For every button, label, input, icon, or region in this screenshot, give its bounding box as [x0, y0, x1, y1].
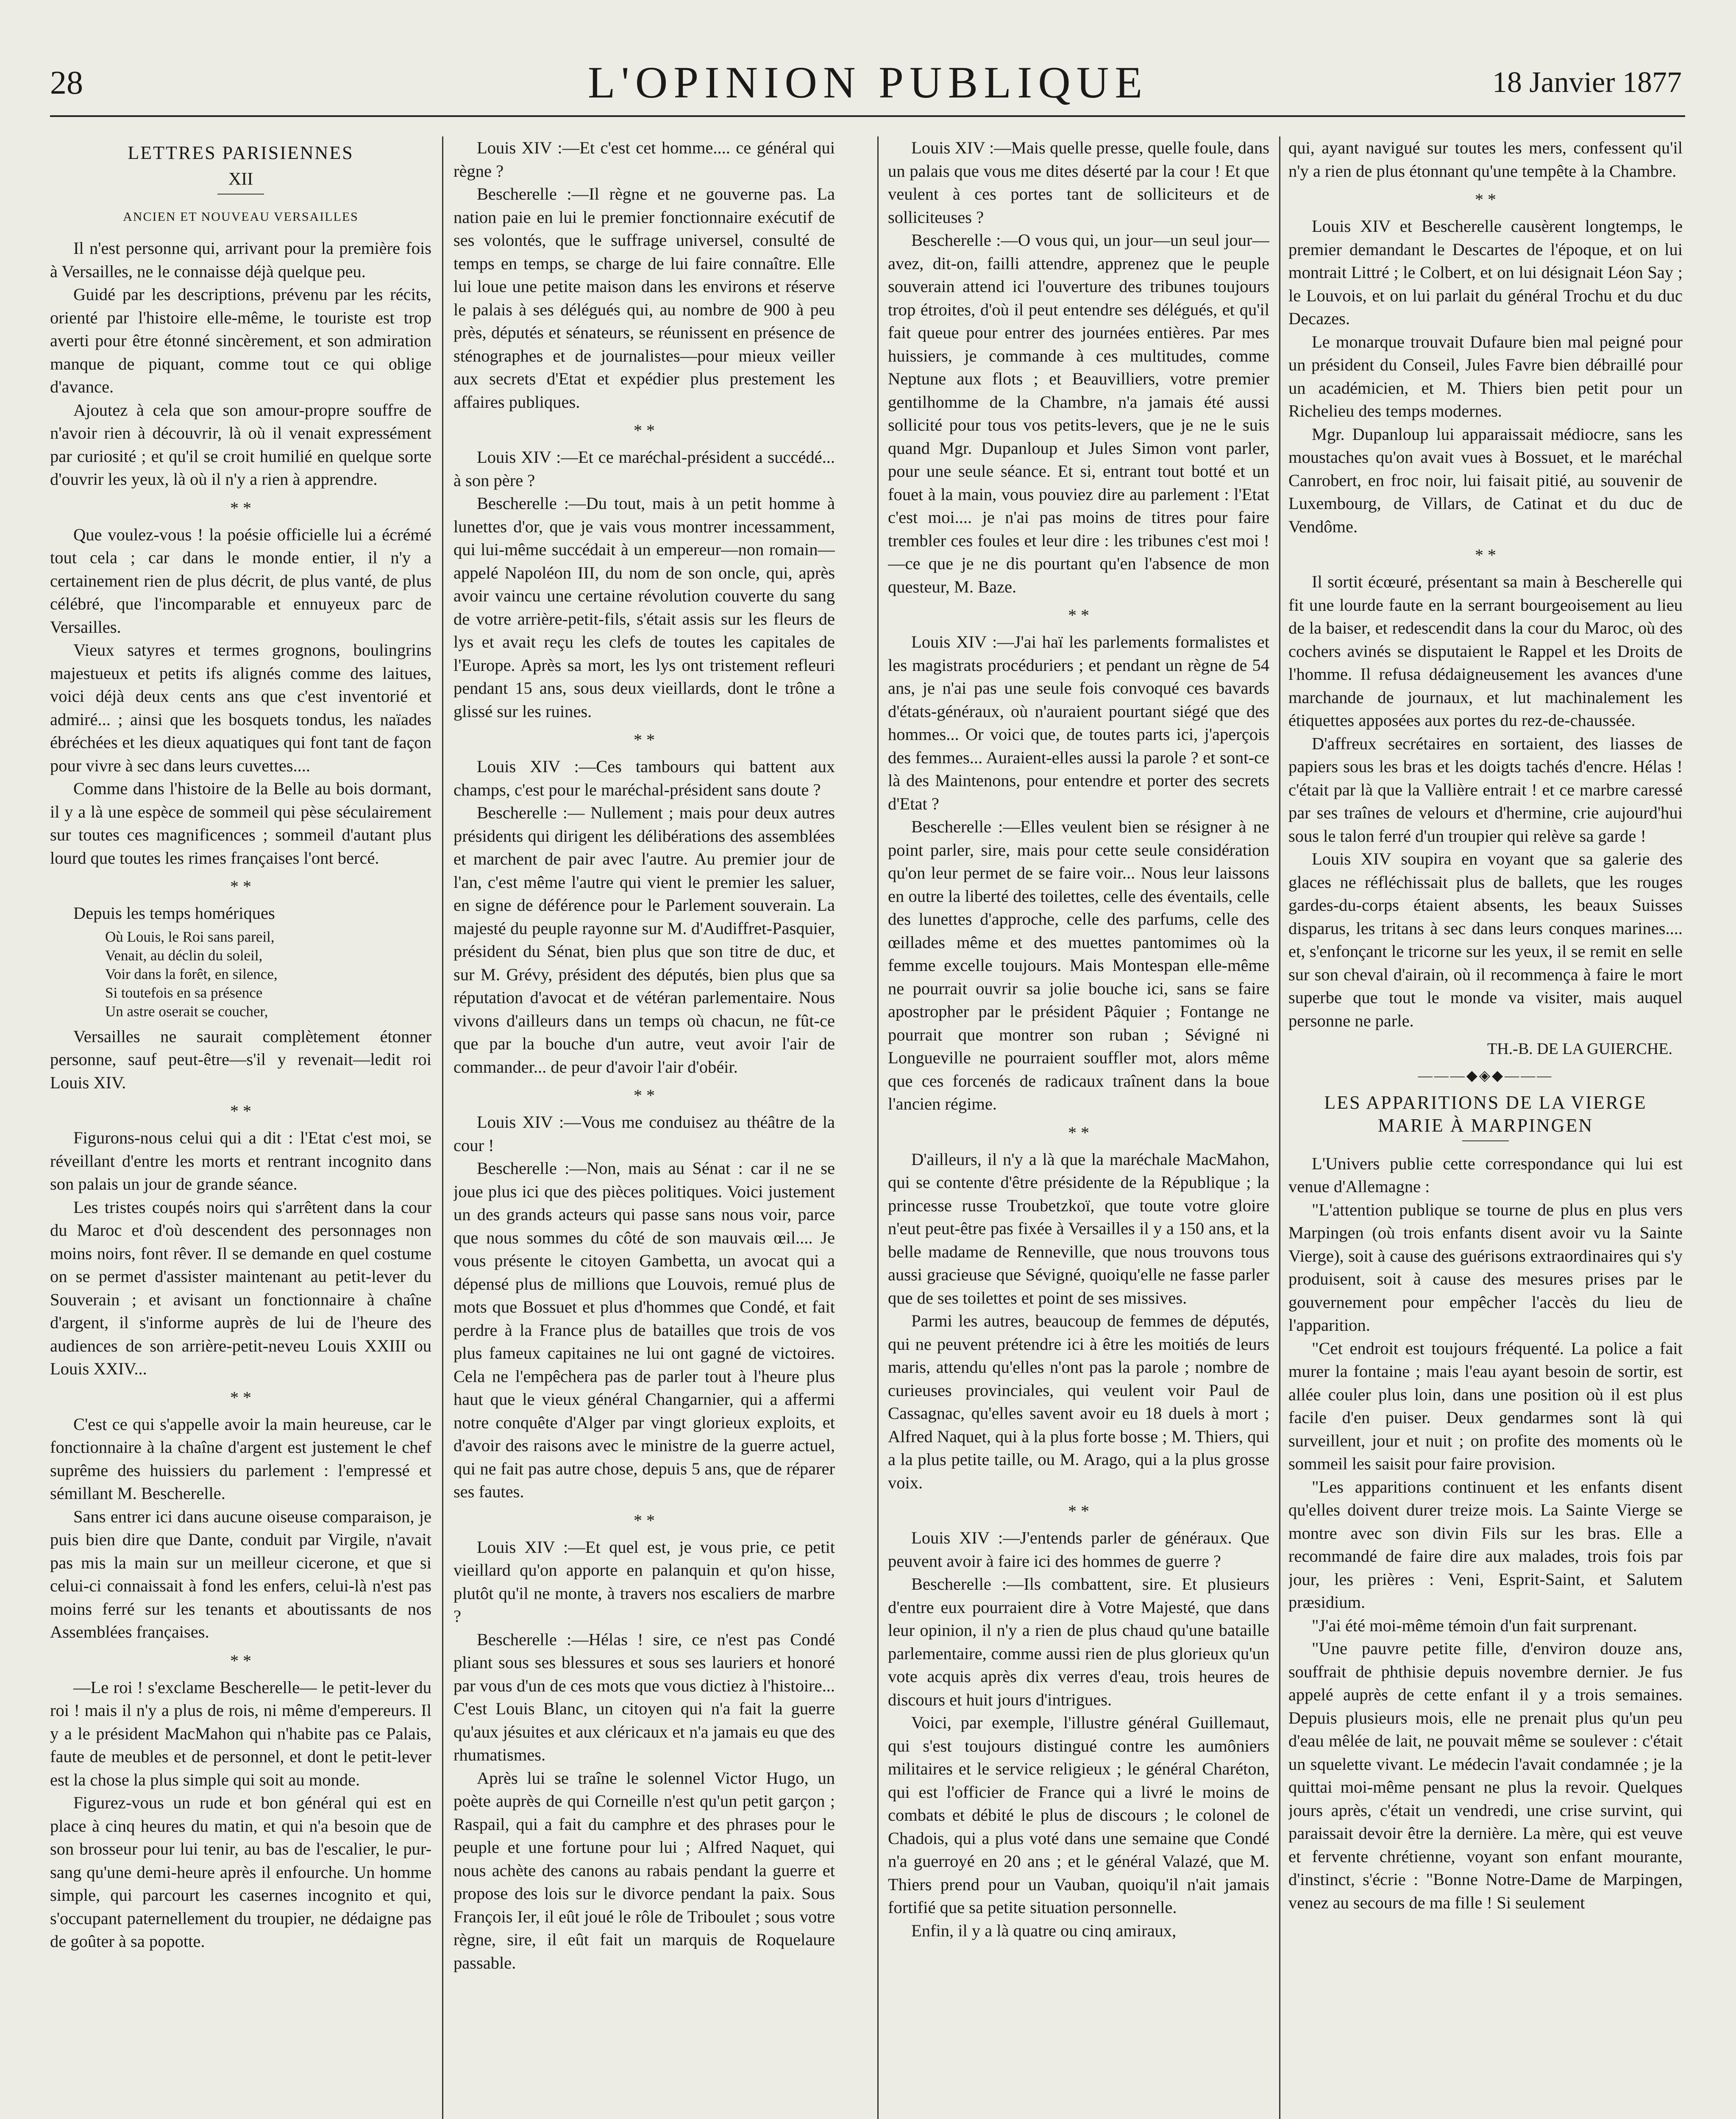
paragraph: Louis XIV :—Vous me conduisez au théâtre de la cour ! — [453, 1112, 835, 1155]
paragraph: Bescherelle :—Elles veulent bien se résigner à ne point parler, sire, mais pour cette seule considération qu'on leur permet de se faire voir... Nous leur laissons en outre la liberté des toilettes, celle des éventails, celle des lunettes d'approche, celle des parfums, celle des œillades même et des muettes pantomimes où la femme excelle toujours. Mais Montespan elle-même ne pourrait ouvrir sa jolie bouche ici, sans se faire apostropher par le président Pâquier ; Fontange ne pourrait que montrer son ruban ; Sévigné ni Longueville ne pourraient souffler mot, alors même que ces forcenés de radicaux traînent dans la boue l'ancien régime. — [888, 817, 1269, 1113]
paragraph: Que voulez-vous ! la poésie officielle lui a écrémé tout cela ; car dans le monde entier, il n'y a certainement rien de plus décrit, de plus vanté, de plus célébré, que l'incomparable et ennuyeux parc de Versailles. — [50, 525, 431, 637]
column-divider — [877, 136, 879, 2119]
paragraph: "Cet endroit est toujours fréquenté. La police a fait murer la fontaine ; mais l'eau ayant besoin de sortir, est allée couler plus loin, dans une position où il est plus facile d'en puiser. Deux gendarmes sont là qui surveillent, jour et nuit ; on profite des moments où le sommeil les saisit pour faire provision. — [1288, 1338, 1683, 1473]
paragraph: Guidé par les descriptions, prévenu par les récits, orienté par l'histoire elle-même, le touriste est trop averti pour être étonné sincèrement, et son admiration manque de piquant, comme tout ce qui oblige d'avance. — [50, 285, 431, 396]
paragraph: Louis XIV :—J'ai haï les parlements formalistes et les magistrats procéduriers ; et pendant un règne de 54 ans, je n'ai pas une seule fois convoqué ces bavards d'états-généraux, où n'auraient pourtant siégé que des hommes... Or voici que, de toutes parts ici, j'aperçois des femmes... Auraient-elles aussi la parole ? et sont-ce là des Maintenons, pour entendre et porter des secrets d'Etat ? — [888, 632, 1269, 813]
verse-line: Un astre oserait se coucher, — [105, 1003, 268, 1020]
paragraph: Il sortit écœuré, présentant sa main à Bescherelle qui fit une lourde faute en la serrant bourgeoisement au lieu de la baiser, et redescendit dans la cour du Maroc, où des cochers avinés se disputaient le Rappel et les Droits de l'homme. Il refusa dédaigneusement les avances d'une marchande de journaux, et lut machinalement les étiquettes apposées aux portes du rez-de-chaussée. — [1288, 572, 1683, 730]
article-subtitle: ANCIEN ET NOUVEAU VERSAILLES — [123, 209, 359, 224]
article-title: LETTRES PARISIENNES — [128, 142, 354, 163]
paragraph: Bescherelle :—Du tout, mais à un petit homme à lunettes d'or, que je vais vous montrer incessamment, qui lui-même succédait à un empereur—non romain—appelé Napoléon III, du nom de son oncle, qui, après avoir vaincu une certaine révolution couverte du sang de votre arrière-petit-fils, s'était assis sur les fleurs de lys et avait reçu les clefs de toutes les capitales de l'Europe. Après sa mort, les lys ont tristement refleuri pendant 15 ans, sous deux vieillards, dont le trône a glissé sur les ruines. — [453, 494, 835, 721]
paragraph: Les tristes coupés noirs qui s'arrêtent dans la cour du Maroc et d'où descendent des personnages non moins noirs, font rêver. Il se demande en quel costume on se permet d'assister maintenant au petit-lever du Souverain ; et avisant un fonctionnaire à chaîne d'argent, il s'informe auprès de lui de l'heure des audiences de son arrière-petit-neveu Louis XXIII ou Louis XXIV... — [50, 1197, 431, 1378]
verse-line: Voir dans la forêt, en silence, — [105, 965, 278, 982]
article-title: LES APPARITIONS DE LA VIERGE MARIE À MARPINGEN — [1324, 1092, 1647, 1136]
paragraph: Louis XIV soupira en voyant que sa galerie des glaces ne réfléchissait plus de ballets, que les rouges gardes-du-corps étaient absents, les beaux Suisses disparus, les tritans à sec dans leurs conques marines.... et, s'enfonçant le tricorne sur les yeux, il se remit en selle sur son cheval d'airain, où il recommença à faire le mort superbe que tout le monde va visiter, mais auquel personne ne parle. — [1288, 849, 1683, 1030]
section-stars: * * — [230, 1388, 251, 1407]
paragraph: D'affreux secrétaires en sortaient, des liasses de papiers sous les bras et les doigts tachés d'encre. Hélas ! c'était par là que la Vallière entrait ! et ce marbre caressé par ses traînes de velours et d'hermine, crie aujourd'hui sous le talon ferré d'un troupier qui relève sa garde ! — [1288, 734, 1683, 845]
paragraph: Louis XIV :—Mais quelle presse, quelle foule, dans un palais que vous me dites déserté par la cour ! Et que veulent à ces portes tant de solliciteurs et de solliciteuses ? — [888, 138, 1269, 227]
paragraph: Bescherelle :— Nullement ; mais pour deux autres présidents qui dirigent les délibérations des assemblées et marchent de pair avec l'autre. Au premier jour de l'an, c'est même l'autre qui vient le premier les saluer, en signe de déférence pour le Parlement souverain. La majesté du peuple rayonne sur M. d'Audiffret-Pasquier, président du Sénat, bien plus que son titre de duc, et sur M. Grévy, président des députés, bien plus que sa réputation d'avocat et de vétéran parlementaire. Nous vivons d'ailleurs dans un temps où chacun, ne fût-ce que par la bouche d'un autre, veut avoir l'air de commander... de peur d'avoir l'air d'obéir. — [453, 803, 835, 1076]
column-4 — [1288, 136, 1683, 2119]
author-signature: TH.-B. DE LA GUIERCHE. — [1487, 1040, 1672, 1058]
column-2 — [453, 136, 835, 2119]
paragraph: L'Univers publie cette correspondance qui lui est venue d'Allemagne : — [1288, 1154, 1683, 1196]
paragraph: Louis XIV et Bescherelle causèrent longtemps, le premier demandant le Descartes de l'époque, et on lui montrait Littré ; le Colbert, et on lui désignait Léon Say ; le Louvois, et on lui parlait du général Trochu et du duc Decazes. — [1288, 217, 1683, 328]
paragraph: Enfin, il y a là quatre ou cinq amiraux, — [911, 1921, 1177, 1940]
paragraph: Sans entrer ici dans aucune oiseuse comparaison, je puis bien dire que Dante, conduit par Virgile, n'avait pas mis la main sur un meilleur cicerone, et que si celui-ci connaissait à fond les enfers, celui-là n'est pas moins ferré sur les tenants et aboutissants de nos Assemblées françaises. — [50, 1507, 431, 1641]
paragraph: Voici, par exemple, l'illustre général Guillemaut, qui s'est toujours distingué contre les aumôniers militaires et le service religieux ; le général Charéton, qui est l'officier de France qui a livré le moins de combats et débité le plus de discours ; le colonel de Chadois, qui a plus voté dans une semaine que Condé n'a guerroyé en 20 ans ; et le général Valazé, que M. Thiers prend pour un Vauban, quoiqu'il n'ait jamais fortifié que sa petite situation personnelle. — [888, 1713, 1269, 1917]
column-3 — [888, 136, 1269, 2119]
section-stars: * * — [1475, 190, 1496, 209]
paragraph: —Le roi ! s'exclame Bescherelle— le petit-lever du roi ! mais il n'y a plus de rois, ni même d'empereurs. Il y a le président MacMahon qui n'habite pas ce Palais, faute de meubles et de personnel, et dont le petit-lever est la chose la plus simple qui soit au monde. — [50, 1677, 431, 1789]
section-stars: * * — [1068, 606, 1089, 625]
title-rule — [1462, 1140, 1509, 1141]
section-stars: * * — [1475, 545, 1496, 565]
verse-line: Si toutefois en sa présence — [105, 984, 263, 1001]
paragraph: Bescherelle :—Il règne et ne gouverne pas. La nation paie en lui le premier fonctionnaire exécutif de ses volontés, que le suffrage universel, consulté de temps en temps, se charge de lui faire connaître. Elle lui loue une petite maison dans les environs et réserve le palais à ses délégués qui, au nombre de 900 à peu près, députés et sénateurs, se réunissent en présence de sténographes et de journalistes—pour mieux veiller aux secrets d'Etat et expédier plus prestement les affaires publiques. — [453, 184, 835, 412]
paragraph: qui, ayant navigué sur toutes les mers, confessent qu'il n'y a rien de plus étonnant qu'une tempête à la Chambre. — [1288, 138, 1683, 181]
paragraph: C'est ce qui s'appelle avoir la main heureuse, car le fonctionnaire à la chaîne d'argent est justement le chef suprême des huissiers du parlement : l'empressé et sémillant M. Bescherelle. — [50, 1414, 431, 1503]
section-stars: * * — [634, 1510, 655, 1530]
verse-quote — [50, 928, 431, 1021]
column-divider — [1279, 136, 1280, 2119]
section-stars: * * — [230, 1651, 251, 1670]
column-1 — [50, 136, 431, 2119]
title-rule — [217, 194, 264, 195]
paragraph: Il n'est personne qui, arrivant pour la première fois à Versailles, ne le connaisse déjà quelque peu. — [50, 239, 431, 281]
page-number: 28 — [50, 64, 83, 101]
section-stars: * * — [634, 730, 655, 749]
paragraph: Vieux satyres et termes grognons, boulingrins majestueux et petits ifs alignés comme des laitues, voici déjà deux cents ans que c'est inventorié et admiré... ; ainsi que les bosquets tondus, les naïades ébréchées et les dieux aquatiques qui font tant de façon pour vivre à sec dans leurs cuvettes.... — [50, 640, 431, 775]
paragraph: Louis XIV :—J'entends parler de généraux. Que peuvent avoir à faire ici des hommes de guerre ? — [888, 1528, 1269, 1571]
verse-line: Où Louis, le Roi sans pareil, — [105, 928, 275, 945]
paragraph: Louis XIV :—Et quel est, je vous prie, ce petit vieillard qu'on apporte en palanquin et qu'on hisse, plutôt qu'il ne monte, à travers nos escaliers de marbre ? — [453, 1537, 835, 1626]
section-stars: * * — [230, 1101, 251, 1121]
paragraph: Après lui se traîne le solennel Victor Hugo, un poète auprès de qui Corneille n'est qu'un petit garçon ; Raspail, qui a fait du camphre et des phrases pour le peuple et une fortune pour lui ; Alfred Naquet, qui nous achète des canons au rabais pendant la guerre et propose des lois sur le divorce pendant la paix. Sous François Ier, il eût joué le rôle de Triboulet ; sous votre règne, sire, il eût fait un marquis de Roquelaure passable. — [453, 1768, 835, 1972]
paragraph: Bescherelle :—Ils combattent, sire. Et plusieurs d'entre eux pourraient dire à Votre Majesté, que dans leur opinion, il n'y a rien de plus chaud qu'une bataille parlementaire, comme aussi rien de plus glorieux qu'un vote acquis après dix verres d'eau, trois heures de discours et huit jours d'intrigues. — [888, 1574, 1269, 1709]
paragraph: Depuis les temps homériques — [73, 904, 275, 923]
paragraph: "Les apparitions continuent et les enfants disent qu'elles doivent durer treize mois. La Sainte Vierge se montre avec son divin Fils sur les bras. Elle a recommandé de faire dire aux malades, trois fois par jour, les prières : Veni, Esprit-Saint, et Salutem præsidium. — [1288, 1477, 1683, 1612]
article-number: XII — [228, 170, 253, 189]
section-stars: * * — [634, 1086, 655, 1105]
paragraph: Parmi les autres, beaucoup de femmes de députés, qui ne peuvent prétendre ici à être les moitiés de leurs maris, attendu qu'elles n'ont pas la parole ; nombre de curieuses provinciales, qui veulent voir Paul de Cassagnac, qu'elles savent avoir eu 18 duels à mort ; Alfred Naquet, qui à la plus forte bosse ; M. Thiers, qui a la plus petite taille, ou M. Arago, qui a la plus grosse voix. — [888, 1311, 1269, 1492]
paragraph: Mgr. Dupanloup lui apparaissait médiocre, sans les moustaches qu'on avait vues à Bossuet, et le maréchal Canrobert, en froc noir, lui faisait pitié, au souvenir de Luxembourg, de Villars, de Catinat et du duc de Vendôme. — [1288, 424, 1683, 536]
section-stars: * * — [1068, 1502, 1089, 1521]
paragraph: Louis XIV :—Ces tambours qui battent aux champs, c'est pour le maréchal-président sans doute ? — [453, 757, 835, 799]
section-stars: * * — [230, 498, 251, 517]
paragraph: D'ailleurs, il n'y a là que la maréchale MacMahon, qui se contente d'être présidente de la République ; la princesse russe Troubetzkoï, que toute votre gloire n'eut peut-être pas fixée à Versailles il y a 150 ans, et la belle madame de Renneville, que nous trouvons tous aussi gracieuse que Sévigné, quoiqu'elle ne fasse parler que de ses toilettes et point de ses missives. — [888, 1149, 1269, 1307]
paragraph: "L'attention publique se tourne de plus en plus vers Marpingen (où trois enfants disent avoir vu la Sainte Vierge), soit à cause des guérisons extraordinaires qui s'y produisent, soit à cause des mesures prises par le gouvernement pour empêcher l'accès du lieu de l'apparition. — [1288, 1200, 1683, 1335]
paragraph: Le monarque trouvait Dufaure bien mal peigné pour un président du Conseil, Jules Favre bien débraillé pour un académicien, et M. Thiers bien petit pour un Richelieu des temps modernes. — [1288, 332, 1683, 420]
paragraph: Comme dans l'histoire de la Belle au bois dormant, il y a là une espèce de sommeil qui pèse séculairement sur toutes ces magnificences ; sommeil d'autant plus lourd que toutes les rimes françaises l'ont bercé. — [50, 779, 431, 868]
column-divider — [442, 136, 443, 2119]
paragraph: "J'ai été moi-même témoin d'un fait surprenant. — [1312, 1616, 1637, 1635]
paragraph: Figurons-nous celui qui a dit : l'Etat c'est moi, se réveillant d'entre les morts et rentrant incognito dans son palais un jour de grande séance. — [50, 1128, 431, 1193]
masthead-title: L'OPINION PUBLIQUE — [587, 58, 1149, 107]
paragraph: Louis XIV :—Et c'est cet homme.... ce général qui règne ? — [453, 138, 835, 181]
paragraph: Figurez-vous un rude et bon général qui est en place à cinq heures du matin, et qui n'a besoin que de son brosseur pour lui tenir, au bas de l'escalier, le pur-sang qu'une demi-heure après il enfourche. Un homme simple, qui parcourt les casernes incognito et qui, s'occupant paternellement du troupier, ne dédaigne pas de goûter à sa popotte. — [50, 1793, 431, 1951]
paragraph: Ajoutez à cela que son amour-propre souffre de n'avoir rien à découvrir, là où il venait expressément par curiosité ; et qu'il se croit humilié en quelque sorte d'ouvrir les yeux, là où il n'y a rien à apprendre. — [50, 400, 431, 489]
issue-date: 18 Janvier 1877 — [1492, 66, 1682, 99]
paragraph: Bescherelle :—O vous qui, un jour—un seul jour—avez, dit-on, failli attendre, apprenez que le peuple souverain attend ici l'ouverture des tribunes toujours trop étroites, d'où il peut entendre ses délégués, et qu'il fait queue pour entrer des journées entières. Par mes huissiers, je commande à ces multitudes, comme Neptune aux flots ; et Beauvilliers, votre premier gentilhomme de la Chambre, n'a jamais été aussi sollicité pour tous vos petits-levers, que je ne le suis quand Mgr. Dupanloup et Jules Simon vont parler, pour une seule séance. Et si, entrant tout botté et un fouet à la main, vous pouviez dire au parlement : l'Etat c'est moi.... je n'ai pas moins de titres pour faire trembler ces foules et leur dire : les tribunes c'est moi !—ce que je ne dis pourtant qu'en l'absence de mon questeur, M. Baze. — [888, 231, 1269, 596]
verse-line: Venait, au déclin du soleil, — [105, 947, 263, 964]
section-stars: * * — [230, 877, 251, 896]
paragraph: Versailles ne saurait complètement étonner personne, sauf peut-être—s'il y revenait—ledit roi Louis XIV. — [50, 1026, 431, 1092]
paragraph: Bescherelle :—Hélas ! sire, ce n'est pas Condé pliant sous ses blessures et sous ses lauriers et honoré par vous d'un de ces mots que vous dictiez à l'histoire... C'est Louis Blanc, un citoyen qui n'a fait la guerre qu'aux jésuites et aux cléricaux et n'a jamais eu que des rhumatismes. — [453, 1630, 835, 1764]
section-stars: * * — [634, 421, 655, 440]
paragraph: Louis XIV :—Et ce maréchal-président a succédé... à son père ? — [453, 448, 835, 490]
ornamental-separator: ———◆◈◆——— — [1418, 1068, 1553, 1084]
header-rule — [50, 115, 1685, 117]
paragraph: "Une pauvre petite fille, d'environ douze ans, souffrait de phthisie depuis novembre dernier. Je fus appelé auprès de cette enfant il y a trois semaines. Depuis plusieurs mois, elle ne prenait plus qu'un peu d'eau mêlée de lait, ne pouvait même se soulever : c'était un squelette vivant. Le médecin l'avait condamnée ; je la quittai moi-même pensant ne plus la revoir. Quelques jours après, c'était un vendredi, une crise survint, qui paraissait devoir être la dernière. La mère, qui est veuve et fervente chrétienne, voyant son enfant mourante, d'instinct, s'écrie : "Bonne Notre-Dame de Marpingen, venez au secours de ma fille ! Si seulement — [1288, 1639, 1683, 1912]
section-stars: * * — [1068, 1123, 1089, 1142]
paragraph: Bescherelle :—Non, mais au Sénat : car il ne se joue plus ici que des pièces politiques. Voici justement un des grands acteurs qui passe sans nous voir, parce que nous sommes du côté de son mauvais œil.... Je vous présente le citoyen Gambetta, un avocat qui a dépensé plus de millions que Louvois, remué plus de mots que Bossuet et plus d'hommes que Condé, et fait perdre à la France plus de batailles que trois de vos plus fameux capitaines ne lui ont gagné de victoires. Cela ne l'empêchera pas de parler tout à l'heure plus haut que le vieux général Changarnier, qui a affermi notre conquête d'Alger par vingt glorieux exploits, et d'avoir des raisons avec le ministre de la guerre actuel, qui ne fait pas autre chose, depuis 5 ans, que de réparer ses fautes. — [453, 1159, 835, 1501]
